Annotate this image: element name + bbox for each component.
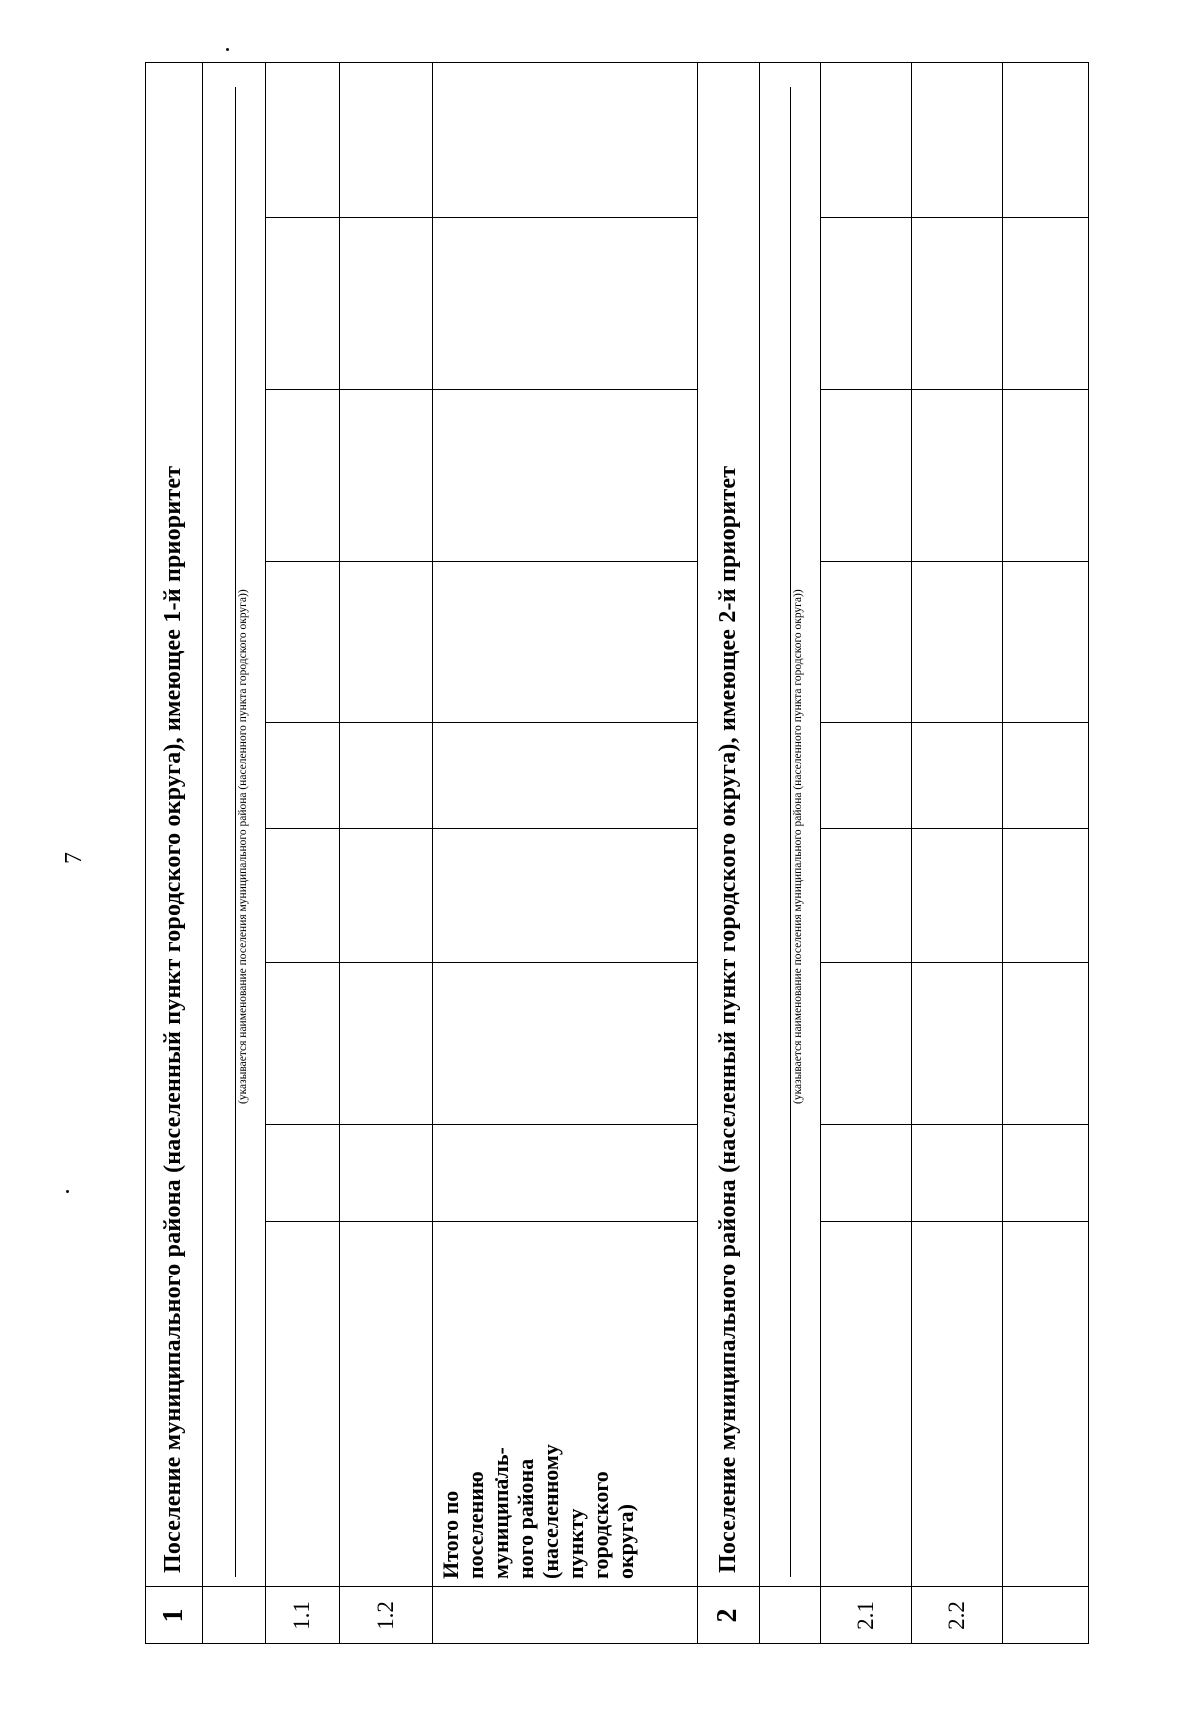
row-number: 2.2 bbox=[943, 1601, 969, 1630]
total-label-line: городского bbox=[588, 1471, 613, 1579]
column-divider bbox=[820, 962, 1089, 963]
total-label-line: муниципаль- bbox=[488, 1447, 513, 1579]
column-divider bbox=[265, 217, 697, 218]
section-1-number: 1 bbox=[157, 1608, 189, 1623]
total-label-line: Итого по bbox=[438, 1490, 463, 1579]
column-divider bbox=[265, 389, 697, 390]
priority-table bbox=[145, 62, 1089, 1644]
row-divider bbox=[1002, 62, 1003, 1644]
column-divider bbox=[265, 962, 697, 963]
column-divider bbox=[820, 722, 1089, 723]
scan-speck bbox=[226, 48, 229, 51]
column-divider bbox=[265, 1124, 697, 1125]
section-1-title: Поселение муниципального района (населенный пункт городского округа), имеющее 1-й приоритет bbox=[160, 465, 186, 1573]
row-divider bbox=[339, 62, 340, 1644]
column-divider bbox=[820, 217, 1089, 218]
column-divider bbox=[820, 561, 1089, 562]
column-divider bbox=[820, 1124, 1089, 1125]
column-divider bbox=[265, 722, 697, 723]
total-label-line: округа) bbox=[613, 1504, 638, 1579]
rotated-table-canvas bbox=[145, 62, 1089, 1644]
column-divider bbox=[820, 828, 1089, 829]
section-1-name-hint: (указывается наименование поселения муниципального района (населенного пункта городского округа)) bbox=[237, 589, 249, 1104]
row-divider bbox=[265, 62, 266, 1644]
total-label-line: (населенному bbox=[538, 1444, 563, 1579]
column-divider bbox=[820, 389, 1089, 390]
row-number: 1.2 bbox=[372, 1601, 398, 1630]
section-2-title: Поселение муниципального района (населенный пункт городского округа), имеющее 2-й приоритет bbox=[714, 465, 741, 1573]
section-2-number: 2 bbox=[712, 1608, 743, 1623]
column-divider bbox=[265, 561, 697, 562]
total-label-line: ного района bbox=[513, 1458, 538, 1579]
row-divider bbox=[202, 62, 203, 1644]
total-label-line: пункту bbox=[563, 1508, 588, 1579]
section-1-total-label bbox=[432, 1222, 697, 1587]
page-number: 7 bbox=[61, 852, 87, 864]
section-2-name-hint: (указывается наименование поселения муниципального района (населенного пункта городского округа)) bbox=[792, 589, 804, 1104]
scan-speck bbox=[66, 1190, 69, 1193]
total-label-line: поселению bbox=[463, 1471, 488, 1579]
column-divider bbox=[820, 1221, 1089, 1222]
row-number: 2.1 bbox=[852, 1601, 878, 1630]
column-divider bbox=[265, 828, 697, 829]
row-divider bbox=[820, 62, 821, 1644]
row-number: 1.1 bbox=[289, 1601, 314, 1630]
row-divider bbox=[911, 62, 912, 1644]
row-divider bbox=[759, 62, 760, 1644]
